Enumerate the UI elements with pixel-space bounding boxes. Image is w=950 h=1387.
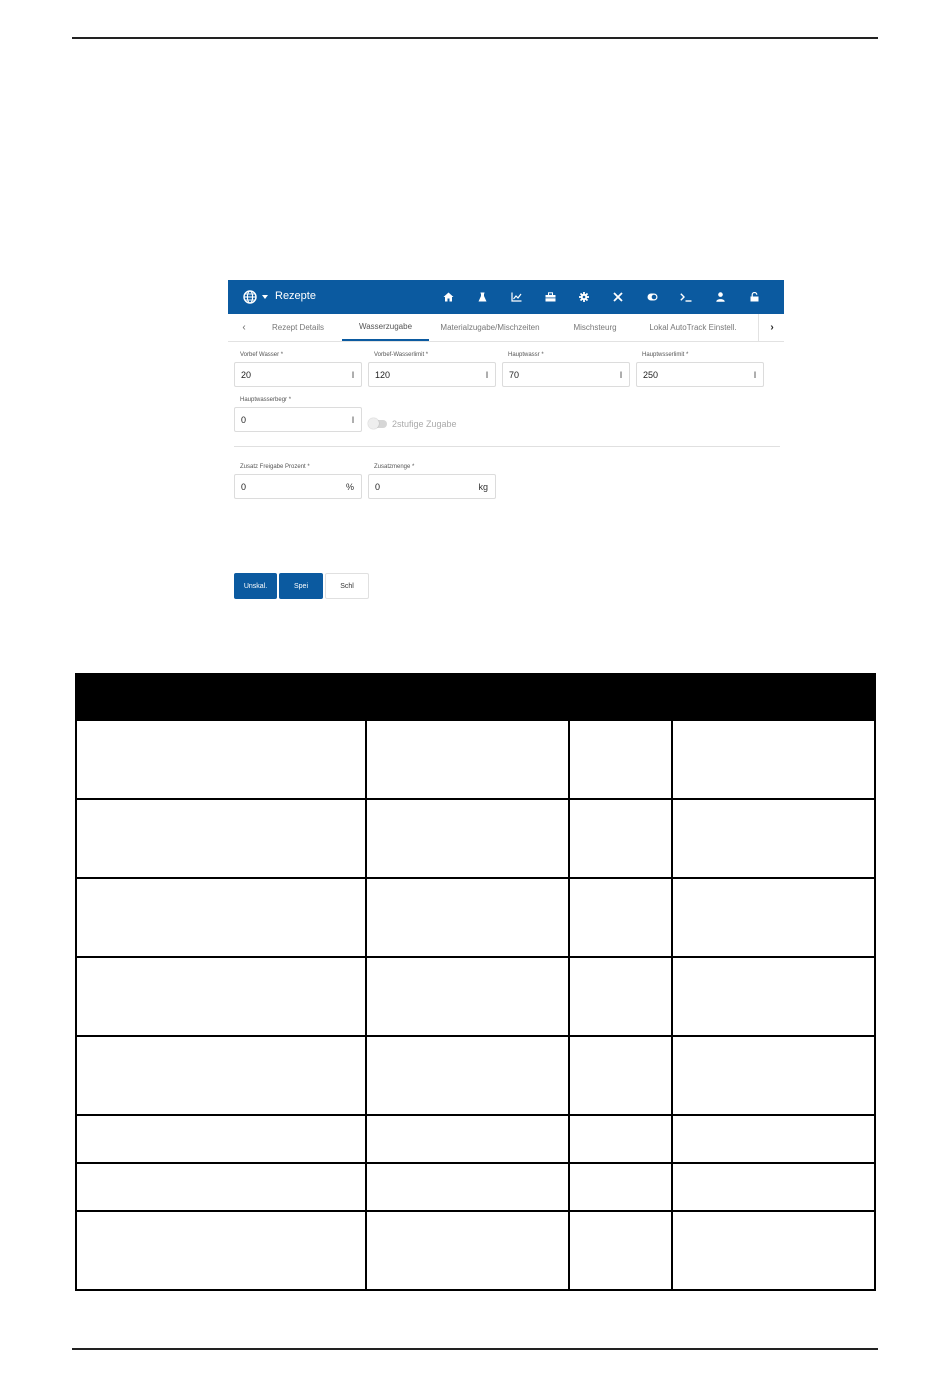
table-header-cell	[569, 674, 875, 720]
tab-bar	[228, 314, 784, 342]
chevron-down-icon[interactable]	[262, 295, 268, 299]
tab-mischsteurg[interactable]: Mischsteurg	[573, 323, 617, 332]
zusatzmenge-label: Zusatzmenge *	[374, 464, 415, 470]
tools-icon[interactable]	[610, 288, 626, 306]
vorbef-wasser-unit: l	[352, 370, 354, 380]
zusatzmenge-field[interactable]	[368, 474, 496, 499]
table-cell	[569, 1211, 672, 1290]
save-button[interactable]: Spei	[279, 573, 323, 599]
tab-scroll-right-icon[interactable]: ›	[758, 314, 785, 341]
toolbox-icon[interactable]	[542, 288, 558, 306]
table-row	[76, 1211, 875, 1290]
table-cell	[569, 799, 672, 878]
gear-icon[interactable]	[576, 288, 592, 306]
flask-icon[interactable]	[474, 288, 490, 306]
table-cell	[569, 957, 672, 1036]
table-cell	[76, 1036, 366, 1115]
table-cell	[672, 1036, 875, 1115]
hauptwasserlimit-label: Hauptwsserlimit *	[642, 352, 689, 358]
zweistufige-zugabe-toggle[interactable]	[369, 420, 387, 428]
vorbef-wasser-field[interactable]	[234, 362, 362, 387]
table-cell	[569, 720, 672, 799]
table-cell	[76, 799, 366, 878]
section-divider	[234, 446, 780, 447]
table-row	[76, 878, 875, 957]
tab-lokal-autotrack[interactable]: Lokal AutoTrack Einstell.	[649, 323, 737, 332]
zusatz-freigabe-value: 0	[241, 482, 247, 492]
table-cell	[366, 1036, 569, 1115]
table-cell	[366, 799, 569, 878]
table-cell	[76, 957, 366, 1036]
hauptwasser-field[interactable]	[502, 362, 630, 387]
vorbef-wasserlimit-unit: l	[486, 370, 488, 380]
hauptwasserbegr-unit: l	[352, 415, 354, 425]
globe-icon[interactable]	[243, 290, 257, 304]
table-cell	[366, 1211, 569, 1290]
table-cell	[366, 1163, 569, 1211]
document-table	[75, 673, 876, 1291]
table-row	[76, 957, 875, 1036]
vorbef-wasserlimit-value: 120	[375, 370, 391, 380]
table-cell	[569, 1036, 672, 1115]
vorbef-wasser-value: 20	[241, 370, 252, 380]
table-cell	[76, 1115, 366, 1163]
user-icon[interactable]	[712, 288, 728, 306]
zusatz-freigabe-field[interactable]	[234, 474, 362, 499]
table-cell	[76, 1163, 366, 1211]
table-cell	[76, 720, 366, 799]
tab-scroll-left-icon[interactable]: ‹	[242, 322, 246, 333]
hauptwasser-label: Hauptwassr *	[508, 352, 544, 358]
table-cell	[672, 1163, 875, 1211]
table-cell	[366, 957, 569, 1036]
table-cell	[366, 878, 569, 957]
hauptwasserbegr-value: 0	[241, 415, 247, 425]
tab-rezept-details[interactable]: Rezept Details	[271, 323, 325, 332]
table-cell	[672, 720, 875, 799]
zusatz-freigabe-label: Zusatz Freigabe Prozent *	[240, 464, 310, 470]
table-cell	[366, 1115, 569, 1163]
table-cell	[76, 878, 366, 957]
lock-icon[interactable]	[746, 288, 762, 306]
table-cell	[672, 878, 875, 957]
terminal-icon[interactable]	[678, 288, 694, 306]
table-header-cell	[76, 674, 569, 720]
tab-materialzugabe[interactable]: Materialzugabe/Mischzeiten	[440, 323, 540, 332]
app-header	[228, 280, 784, 314]
vorbef-wasser-label: Vorbef Wasser *	[240, 352, 284, 358]
vorbef-wasserlimit-label: Vorbef-Wasserlimit *	[374, 352, 429, 358]
unskal-button[interactable]: Unskal.	[234, 573, 277, 599]
tab-wasserzugabe[interactable]: Wasserzugabe	[342, 314, 429, 341]
hauptwasserbegr-field[interactable]	[234, 407, 362, 432]
chart-icon[interactable]	[508, 288, 524, 306]
bottom-rule	[72, 1348, 878, 1350]
zusatz-freigabe-unit: %	[345, 482, 354, 492]
hauptwasserlimit-unit: l	[754, 370, 756, 380]
table-header-row	[76, 674, 875, 720]
table-cell	[672, 957, 875, 1036]
hauptwasser-unit: l	[620, 370, 622, 380]
close-button[interactable]: Schl	[325, 573, 369, 599]
table-row	[76, 1036, 875, 1115]
table-cell	[366, 720, 569, 799]
table-cell	[569, 1163, 672, 1211]
app-title: Rezepte	[275, 290, 316, 302]
vorbef-wasserlimit-field[interactable]	[368, 362, 496, 387]
top-rule	[72, 37, 878, 39]
zusatzmenge-value: 0	[375, 482, 381, 492]
toggle-icon[interactable]	[644, 288, 660, 306]
recipe-window	[228, 280, 784, 610]
table-cell	[76, 1211, 366, 1290]
table-row	[76, 1115, 875, 1163]
table-cell	[569, 878, 672, 957]
zweistufige-zugabe-label: 2stufige Zugabe	[392, 419, 457, 429]
table-row	[76, 1163, 875, 1211]
table-cell	[672, 799, 875, 878]
home-icon[interactable]	[440, 288, 456, 306]
table-row	[76, 720, 875, 799]
hauptwasserlimit-value: 250	[643, 370, 659, 380]
table-cell	[672, 1211, 875, 1290]
table-row	[76, 799, 875, 878]
zusatzmenge-unit: kg	[478, 482, 488, 492]
hauptwasserlimit-field[interactable]	[636, 362, 764, 387]
table-cell	[672, 1115, 875, 1163]
hauptwasser-value: 70	[509, 370, 520, 380]
hauptwasserbegr-label: Hauptwasserbegr *	[240, 397, 292, 403]
table-cell	[569, 1115, 672, 1163]
